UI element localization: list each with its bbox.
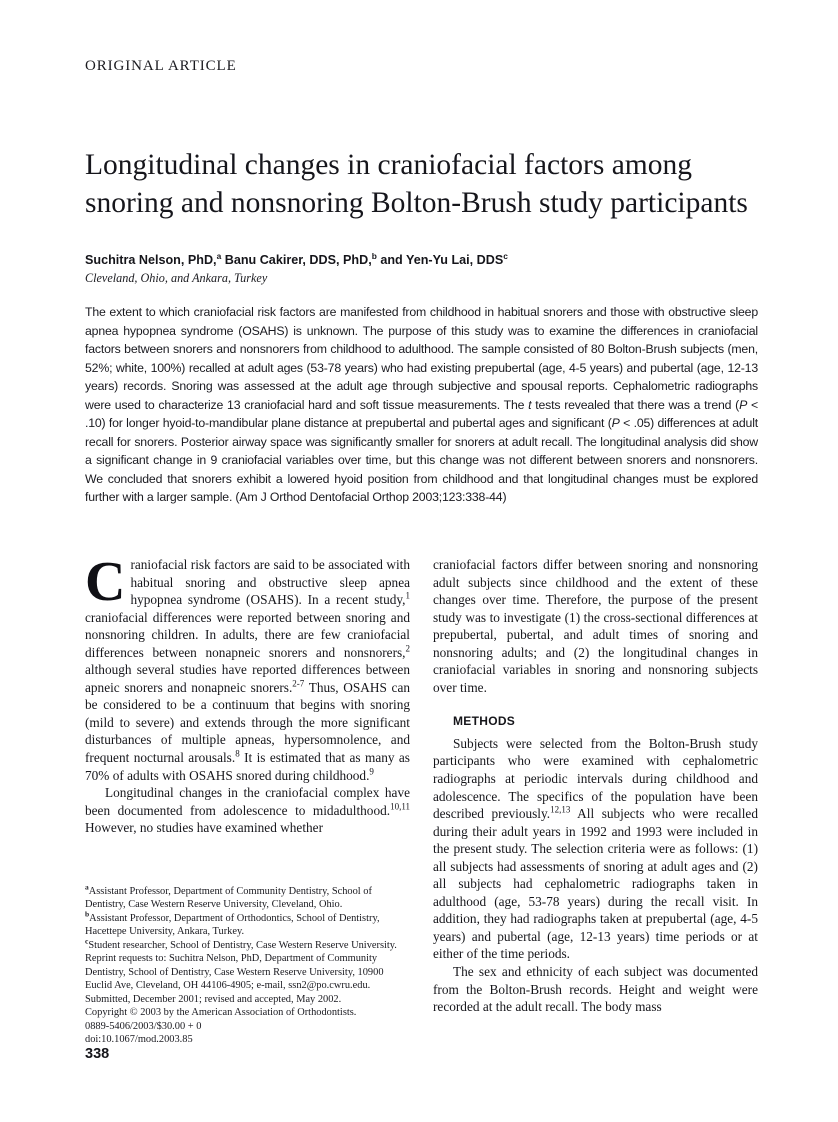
body-paragraph bbox=[85, 784, 410, 837]
author-list: Suchitra Nelson, PhD,$^a$ Banu Cakirer, DDS, PhD,$^b$ and Yen-Yu Lai, DDS$^c$ bbox=[85, 250, 508, 267]
drop-cap: C bbox=[85, 551, 126, 613]
body-paragraph-text: raniofacial risk factors are said to be associated with habitual snoring and obstructive sleep apnea hypopnea syndrome (OSAHS). In a recent study,$^1$ craniofacial differences were reported between snoring and nonsnoring children. In adults, there are few craniofacial differences between nonapneic snorers and nonsnorers,$^2$ although several studies have reported differences between apneic snorers and nonapneic snorers.$^{2-7}$ Thus, OSAHS can be considered to be a continuum that begins with snoring (mild to severe) and extends through the more significant disturbances of multiple apneas, hypersomnolence, and frequent nocturnal arousals.$^8$ It is estimated that as many as 70% of adults with OSAHS snored during childhood.$^9$ bbox=[85, 557, 410, 783]
body-paragraph bbox=[433, 963, 758, 1016]
copyright-line: Copyright © 2003 by the American Association of Orthodontists. bbox=[85, 1007, 357, 1019]
footnotes-block bbox=[85, 882, 410, 1046]
body-paragraph-text: The sex and ethnicity of each subject was documented from the Bolton-Brush records. Height and weight were recorded at the adult recall. The body mass bbox=[433, 964, 758, 1015]
issn-price-line: 0889-5406/2003/$30.00 + 0 bbox=[85, 1020, 202, 1032]
abstract-text: The extent to which craniofacial risk factors are manifested from childhood in habitual snorers and those with obstructive sleep apnea hypopnea syndrome (OSAHS) is unknown. The purpose of this study was to examine the differences in craniofacial factors between snorers and nonsnorers from childhood to adulthood. The sample consisted of 80 Bolton-Brush subjects (men, 52%; white, 100%) recalled at adult ages (53-78 years) who had existing prepubertal (age, 4-5 years) and pubertal (age, 12-13 years) records. Snoring was assessed at the adult age through subjective and spousal reports. Cephalometric radiographs were used to characterize 13 craniofacial hard and soft tissue measurements. The t tests revealed that there was a trend (P < .10) for longer hyoid-to-mandibular plane distance at prepubertal and pubertal ages and significant (P < .05) differences at adult recall for snorers. Posterior airway space was significantly smaller for snorers at adult recall. The longitudinal analysis did show a significant change in 9 craniofacial variables over time, but this change was not different between snorers and nonsnorers. We concluded that snorers exhibit a lowered hyoid position from childhood and that longitudinal changes must be explored further with a larger sample. (Am J Orthod Dentofacial Orthop 2003;123:338-44) bbox=[85, 305, 759, 505]
body-paragraph-text: craniofacial factors differ between snoring and nonsnoring adult subjects since childhood and the extent of these changes over time. Therefore, the purpose of the present study was to investigate (1) the cross-sectional differences at prepubertal, pubertal, and adult times of snoring and nonsnoring adults; and (2) the longitudinal changes in craniofacial variables in snoring and nonsnoring subjects over time. bbox=[433, 557, 758, 695]
footnote-b: $^b$Assistant Professor, Department of Orthodontics, School of Dentistry, Hacettepe University, Ankara, Turkey. bbox=[85, 909, 380, 938]
page-title: Longitudinal changes in craniofacial factors among snoring and nonsnoring Bolton-Brush study participants bbox=[85, 148, 748, 219]
body-column-left bbox=[85, 551, 410, 837]
article-type-kicker: ORIGINAL ARTICLE bbox=[85, 58, 237, 74]
page-number: 338 bbox=[85, 1046, 110, 1062]
reprint-requests: Reprint requests to: Suchitra Nelson, PhD, Department of Community Dentistry, School of Dentistry, Case Western Reserve University, 10900 Euclid Ave, Cleveland, OH 44106-4905; e-mail, ssn2@po.cwru.edu. bbox=[85, 953, 384, 992]
author-affiliation-cities: Cleveland, Ohio, and Ankara, Turkey bbox=[85, 271, 268, 285]
body-column-right bbox=[433, 556, 758, 1016]
body-paragraph-text: Longitudinal changes in the craniofacial complex have been documented from adolescence to midadulthood.$^{10,11}$ However, no studies have examined whether bbox=[85, 785, 410, 836]
section-heading-methods: METHODS bbox=[453, 714, 516, 729]
submission-dates: Submitted, December 2001; revised and accepted, May 2002. bbox=[85, 993, 342, 1005]
body-paragraph bbox=[433, 735, 758, 963]
doi-line: doi:10.1067/mod.2003.85 bbox=[85, 1033, 193, 1045]
footnote-c: $^c$Student researcher, School of Dentistry, Case Western Reserve University. bbox=[85, 936, 397, 951]
body-paragraph-text: Subjects were selected from the Bolton-Brush study participants who were examined with cephalometric radiographs at periodic intervals during childhood and adolescence. The specifics of the population have been described previously.$^{12,13}$ All subjects who were recalled during their adult years in 1992 and 1993 were included in the present study. The selection criteria were as follows: (1) all subjects had assessments of snoring at adult ages and (2) all subjects had cephalometric radiographs taken in adulthood (age, 53-78 years) during the recall visit. In addition, they had radiographs taken at prepubertal (age, 4-5 years) and pubertal (age, 12-13 years) time periods or at either of the time periods. bbox=[433, 735, 758, 962]
footnote-a: $^a$Assistant Professor, Department of Community Dentistry, School of Dentistry, Case Western Reserve University, Cleveland, Ohio. bbox=[85, 882, 372, 911]
body-paragraph bbox=[85, 551, 410, 784]
body-paragraph bbox=[433, 556, 758, 696]
